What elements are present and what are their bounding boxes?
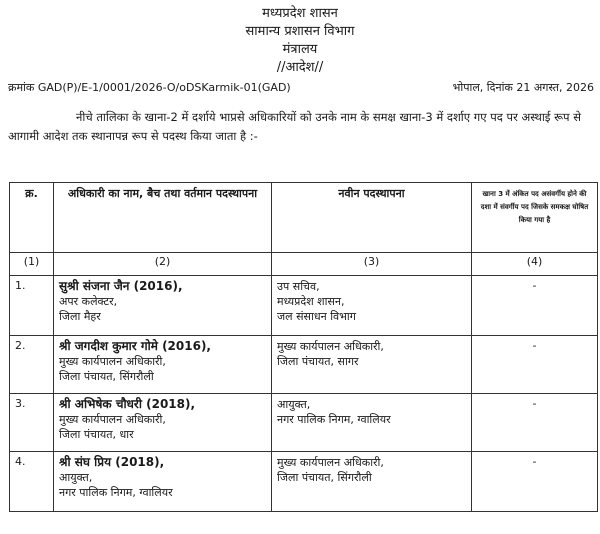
row-serial: 1. (10, 276, 54, 336)
officer-cell (54, 276, 272, 336)
officer-name: सुश्री संजना जैन (2016), (59, 279, 183, 293)
new-posting-cell (272, 394, 472, 452)
posting-table (9, 182, 598, 512)
new-post-line: जिला पंचायत, सिंगरौली (277, 471, 372, 484)
col-number-2: (2) (54, 253, 272, 276)
officer-cell (54, 452, 272, 512)
equivalent-post: - (472, 276, 598, 336)
officer-name: श्री अभिषेक चौधरी (2018), (59, 397, 196, 411)
current-post-line: जिला पंचायत, धार (59, 428, 134, 441)
header-equivalent-post-text: खाना 3 में अंकित पद असंवर्गीय होने की दशा में संवर्गीय पद जिसके समकक्ष घोषित किया गया है (480, 190, 589, 224)
table-row (10, 452, 598, 512)
new-posting-cell (272, 336, 472, 394)
table-row (10, 276, 598, 336)
current-post-line: जिला पंचायत, सिंगरौली (59, 370, 154, 383)
header-officer: अधिकारी का नाम, बैच तथा वर्तमान पदस्थापना (54, 183, 272, 253)
order-place-date: भोपाल, दिनांक 21 अगस्त, 2026 (452, 81, 594, 94)
row-serial: 3. (10, 394, 54, 452)
equivalent-post: - (472, 394, 598, 452)
row-serial: 2. (10, 336, 54, 394)
officer-name: श्री जगदीश कुमार गोमे (2016), (59, 339, 211, 353)
new-post-line: मुख्य कार्यपालन अधिकारी, (277, 456, 384, 469)
table-row (10, 394, 598, 452)
new-post-line: उप सचिव, (277, 280, 320, 293)
row-serial: 4. (10, 452, 54, 512)
table-column-number-row (10, 253, 598, 276)
current-post-line: मुख्य कार्यपालन अधिकारी, (59, 413, 166, 426)
table-row (10, 336, 598, 394)
equivalent-post: - (472, 336, 598, 394)
equivalent-post: - (472, 452, 598, 512)
current-post-line: नगर पालिक निगम, ग्वालियर (59, 486, 173, 499)
current-post-line: मुख्य कार्यपालन अधिकारी, (59, 355, 166, 368)
new-posting-cell (272, 276, 472, 336)
new-post-line: जल संसाधन विभाग (277, 310, 356, 323)
current-post-line: जिला मैहर (59, 310, 101, 323)
header-equivalent-post (472, 183, 598, 253)
order-reference-line (8, 80, 594, 95)
new-post-line: जिला पंचायत, सागर (277, 355, 359, 368)
col-number-4: (4) (472, 253, 598, 276)
col-number-1: (1) (10, 253, 54, 276)
table-header-row (10, 183, 598, 253)
order-intro-paragraph: नीचे तालिका के खाना-2 में दर्शाये भाप्रसे अधिकारियों को उनके नाम के समक्ष खाना-3 में दर्शाए गए पद पर अस्थाई रूप से आगामी आदेश तक स्थानापन्न रूप से पदस्थ किया जाता है :- (8, 110, 582, 143)
header-secretariat: मंत्रालय (282, 42, 318, 57)
current-post-line: आयुक्त, (59, 471, 93, 484)
officer-cell (54, 336, 272, 394)
new-post-line: मुख्य कार्यपालन अधिकारी, (277, 340, 384, 353)
new-posting-cell (272, 452, 472, 512)
new-post-line: नगर पालिक निगम, ग्वालियर (277, 413, 391, 426)
current-post-line: अपर कलेक्टर, (59, 295, 118, 308)
header-serial: क्र. (10, 183, 54, 253)
officer-cell (54, 394, 272, 452)
col-number-3: (3) (272, 253, 472, 276)
new-post-line: आयुक्त, (277, 398, 311, 411)
header-new-posting: नवीन पदस्थापना (272, 183, 472, 253)
header-government: मध्यप्रदेश शासन (262, 6, 338, 21)
officer-name: श्री संघ प्रिय (2018), (59, 455, 165, 469)
order-number: क्रमांक GAD(P)/E-1/0001/2026-O/oDSKarmik-01(GAD) (8, 81, 291, 94)
header-department: सामान्य प्रशासन विभाग (245, 24, 355, 39)
header-order-title: //आदेश// (276, 60, 324, 75)
new-post-line: मध्यप्रदेश शासन, (277, 295, 345, 308)
